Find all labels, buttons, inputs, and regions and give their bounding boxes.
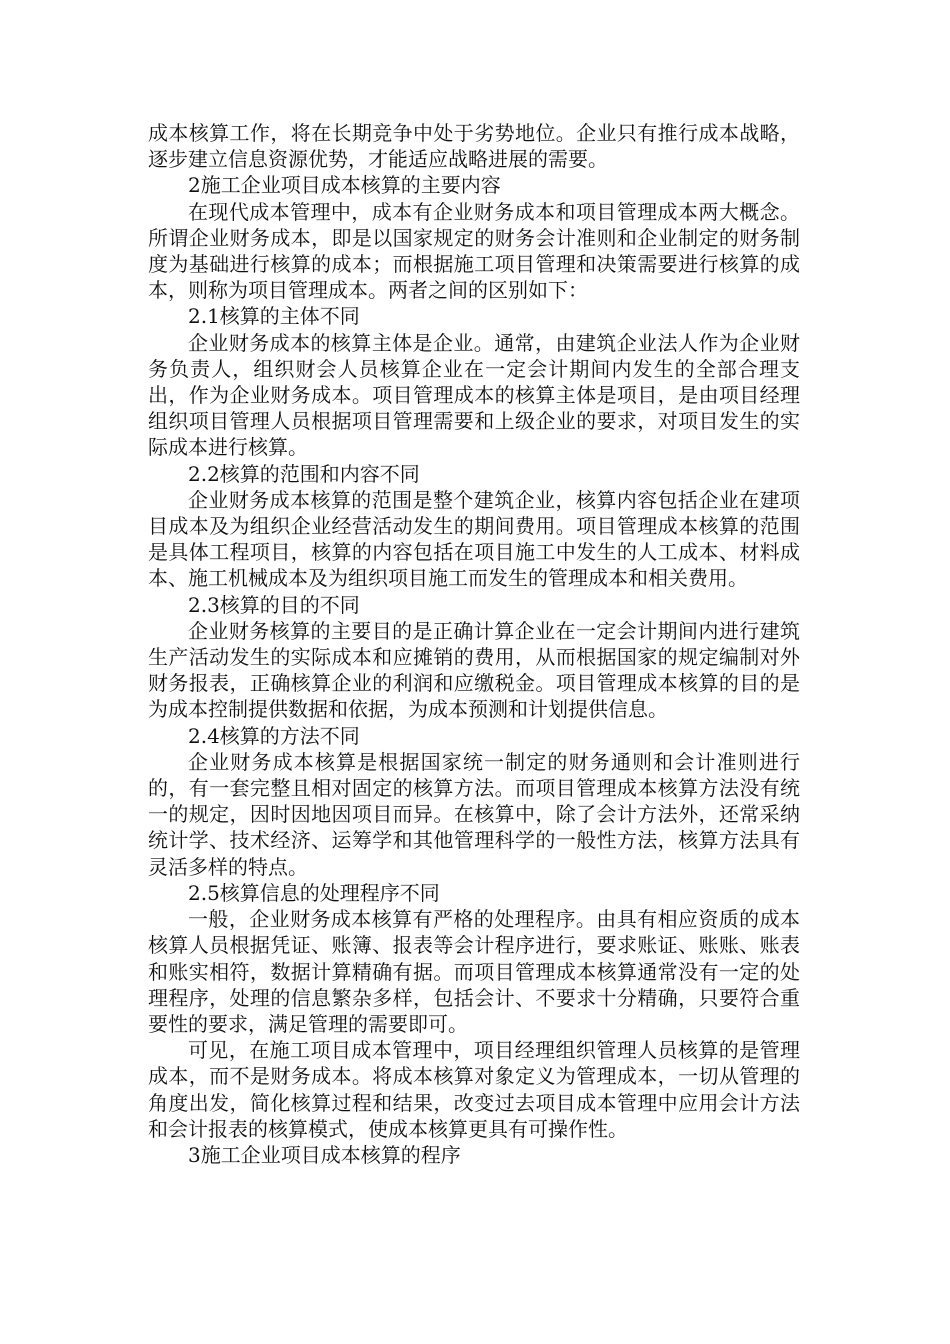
paragraph-continuation: 成本核算工作，将在长期竞争中处于劣势地位。企业只有推行成本战略，逐步建立信息资源优势，才能适应战略进展的需要。 <box>148 121 800 172</box>
section-heading-3: 3施工企业项目成本核算的程序 <box>188 1142 461 1167</box>
paragraph-accounting-purpose: 企业财务核算的主要目的是正确计算企业在一定会计期间内进行建筑生产活动发生的实际成本和应摊销的费用，从而根据国家的规定编制对外财务报表，正确核算企业的利润和应缴税金。项目管理成本核算的目的是为成本控制提供数据和依据，为成本预测和计划提供信息。 <box>148 618 800 722</box>
section-heading-2-3: 2.3核算的目的不同 <box>188 592 360 617</box>
paragraph-cost-concepts: 在现代成本管理中，成本有企业财务成本和项目管理成本两大概念。所谓企业财务成本，即是以国家规定的财务会计准则和企业制定的财务制度为基础进行核算的成本；而根据施工项目管理和决策需要进行核算的成本，则称为项目管理成本。两者之间的区别如下： <box>148 199 800 303</box>
section-heading-2: 2施工企业项目成本核算的主要内容 <box>188 173 501 198</box>
section-heading-2-4: 2.4核算的方法不同 <box>188 723 360 748</box>
section-heading-2-5: 2.5核算信息的处理程序不同 <box>188 880 440 905</box>
paragraph-accounting-scope: 企业财务成本核算的范围是整个建筑企业，核算内容包括企业在建项目成本及为组织企业经营活动发生的期间费用。项目管理成本核算的范围是具体工程项目，核算的内容包括在项目施工中发生的人工成本、材料成本、施工机械成本及为组织项目施工而发生的管理成本和相关费用。 <box>148 487 800 591</box>
paragraph-accounting-method: 企业财务成本核算是根据国家统一制定的财务通则和会计准则进行的，有一套完整且相对固定的核算方法。而项目管理成本核算方法没有统一的规定，因时因地因项目而异。在核算中，除了会计方法外，还常采纳统计学、技术经济、运筹学和其他管理科学的一般性方法，核算方法具有灵活多样的特点。 <box>148 749 800 879</box>
section-heading-2-1: 2.1核算的主体不同 <box>188 304 360 329</box>
paragraph-accounting-subject: 企业财务成本的核算主体是企业。通常，由建筑企业法人作为企业财务负责人，组织财会人员核算企业在一定会计期间内发生的全部合理支出，作为企业财务成本。项目管理成本的核算主体是项目，是由项目经理组织项目管理人员根据项目管理需要和上级企业的要求，对项目发生的实际成本进行核算。 <box>148 330 800 460</box>
paragraph-conclusion: 可见，在施工项目成本管理中，项目经理组织管理人员核算的是管理成本，而不是财务成本。将成本核算对象定义为管理成本，一切从管理的角度出发，简化核算过程和结果，改变过去项目成本管理中应用会计方法和会计报表的核算模式，使成本核算更具有可操作性。 <box>148 1038 800 1141</box>
paragraph-processing-procedure: 一般，企业财务成本核算有严格的处理程序。由具有相应资质的成本核算人员根据凭证、账簿、报表等会计程序进行，要求账证、账账、账表和账实相符，数据计算精确有据。而项目管理成本核算通常没有一定的处理程序，处理的信息繁杂多样，包括会计、不要求十分精确，只要符合重要性的要求，满足管理的需要即可。 <box>148 907 800 1036</box>
section-heading-2-2: 2.2核算的范围和内容不同 <box>188 461 420 486</box>
